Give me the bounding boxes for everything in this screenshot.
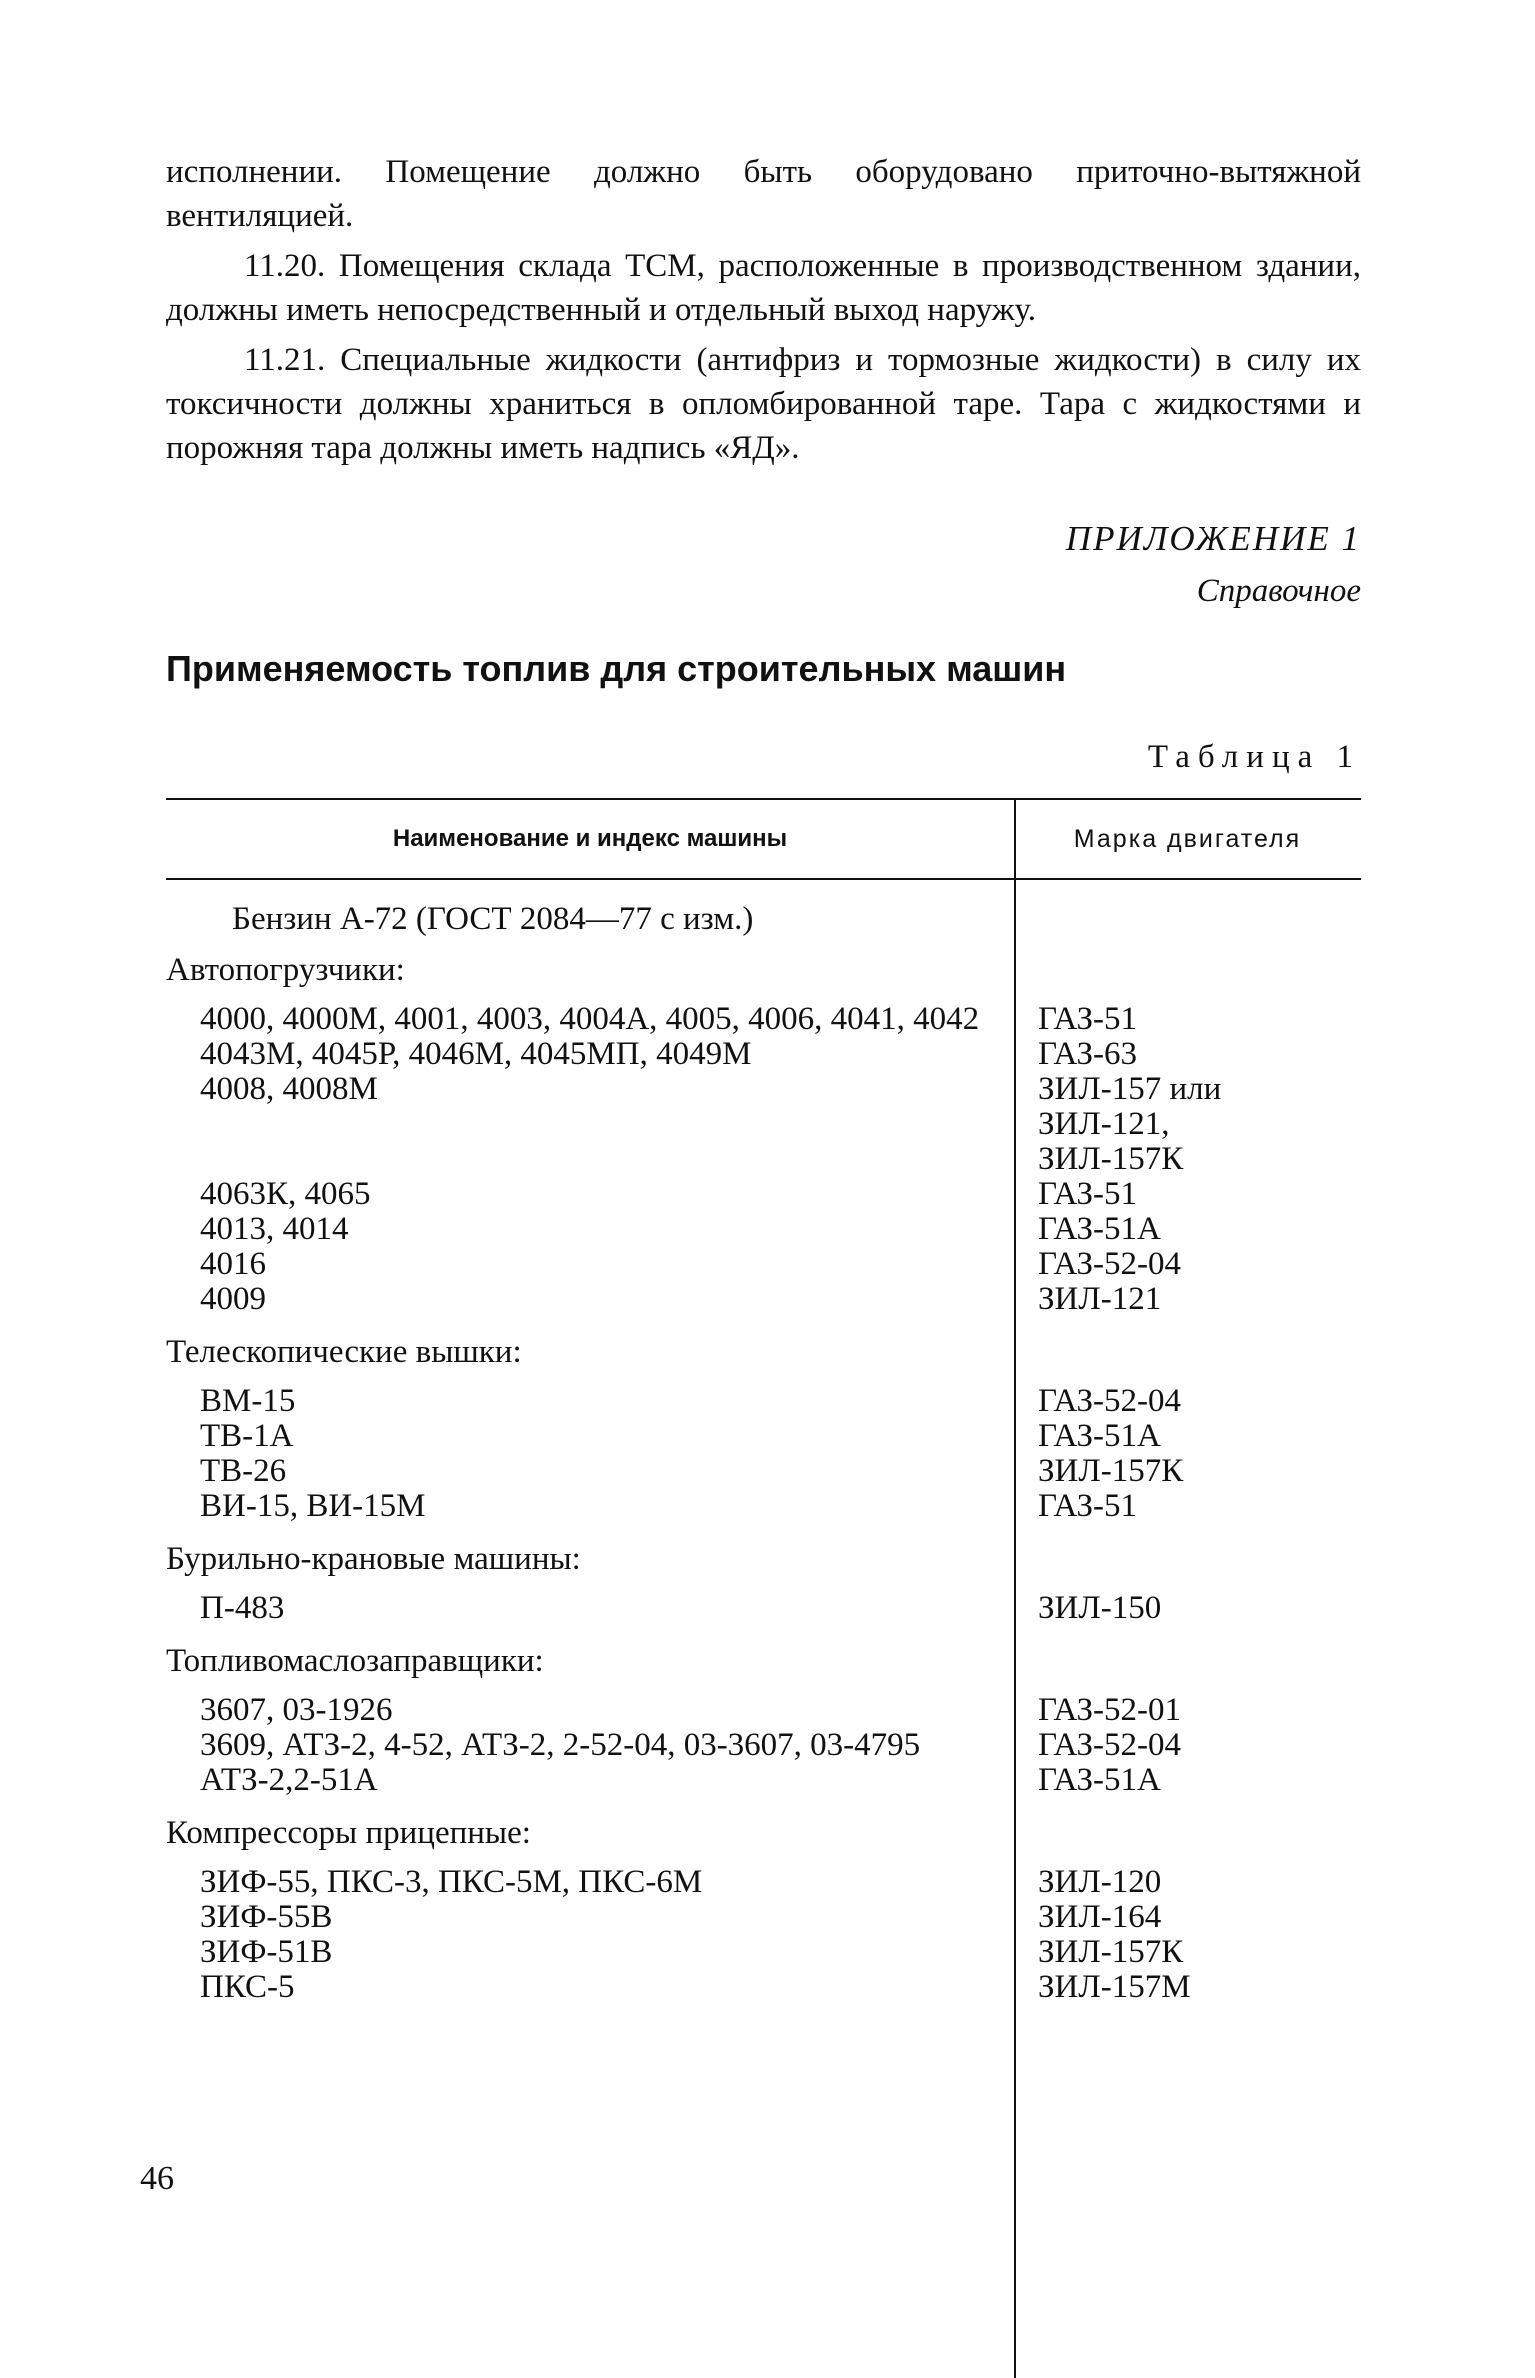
engine-cell: ГАЗ-51А [1038, 1211, 1161, 1247]
machine-cell: 4008, 4008М [200, 1071, 378, 1107]
section-title: Применяемость топлив для строительных машин [166, 648, 1067, 689]
engine-cell: ЗИЛ-157М [1038, 1969, 1191, 2005]
machine-cell: ЗИФ-55, ПКС-3, ПКС-5М, ПКС-6М [200, 1864, 703, 1900]
engine-cell: ГАЗ-51 [1038, 1001, 1138, 1037]
table-row [166, 1247, 1361, 1282]
group-name: Бурильно-крановые машины: [166, 1541, 581, 1577]
engine-cell: ГАЗ-52-04 [1038, 1383, 1182, 1419]
engine-cell: ЗИЛ-164 [1038, 1899, 1162, 1935]
table-header [166, 800, 1361, 878]
table-row [166, 1212, 1361, 1247]
machine-cell: ВМ-15 [200, 1383, 296, 1419]
engine-cell: ГАЗ-52-01 [1038, 1692, 1182, 1728]
page-content [166, 150, 1361, 2017]
table-row [166, 1900, 1361, 1935]
table-row [166, 1282, 1361, 1317]
engine-cell: ЗИЛ-157К [1038, 1453, 1184, 1489]
machine-cell: 4016 [200, 1246, 266, 1282]
machine-cell: 4009 [200, 1281, 266, 1317]
engine-cell: ГАЗ-63 [1038, 1036, 1138, 1072]
table-row [166, 1591, 1361, 1626]
table-row [166, 1970, 1361, 2005]
table-row [166, 1002, 1361, 1037]
machine-cell: ВИ-15, ВИ-15М [200, 1488, 426, 1524]
machine-cell: 4063К, 4065 [200, 1176, 371, 1212]
engine-cell: ЗИЛ-121 [1038, 1281, 1162, 1317]
paragraph-11-20: 11.20. Помещения склада ТСМ, расположенные в производственном здании, должны иметь непосредственный и отдельный выход наружу. [166, 248, 1361, 328]
group-row [166, 1536, 1361, 1583]
machine-cell: ПКС-5 [200, 1969, 295, 2005]
engine-cell: ГАЗ-51А [1038, 1418, 1161, 1454]
machine-cell: 4013, 4014 [200, 1211, 349, 1247]
table-label: Таблица 1 [1147, 739, 1361, 775]
group-name: Телескопические вышки: [166, 1334, 522, 1370]
header-engine: Марка двигателя [1073, 824, 1302, 853]
page-number: 46 [140, 2160, 174, 2197]
table-row [166, 1763, 1361, 1798]
paragraph-11-21: 11.21. Специальные жидкости (антифриз и тормозные жидкости) в силу их токсичности должны храниться в опломбированной таре. Тара с жидкостями и порожняя тара должны иметь надпись «ЯД». [166, 342, 1361, 466]
machine-cell: ТВ-1А [200, 1418, 294, 1454]
table-body [166, 880, 1361, 2017]
table-row [166, 1865, 1361, 1900]
machine-cell: 4000, 4000М, 4001, 4003, 4004А, 4005, 4006, 4041, 4042 [200, 1001, 980, 1037]
machine-cell: ЗИФ-51В [200, 1934, 333, 1970]
fuel-table [166, 798, 1361, 2017]
group-name: Автопогрузчики: [166, 952, 405, 988]
machine-cell: АТЗ-2,2-51А [200, 1762, 378, 1798]
machine-cell: 4043М, 4045Р, 4046М, 4045МП, 4049М [200, 1036, 752, 1072]
table-row [166, 1489, 1361, 1524]
machine-cell: ТВ-26 [200, 1453, 287, 1489]
table-row [166, 1037, 1361, 1072]
table-row [166, 1072, 1361, 1177]
engine-cell: ГАЗ-52-04 [1038, 1727, 1182, 1763]
table-row [166, 1693, 1361, 1728]
engine-cell: ГАЗ-51А [1038, 1762, 1161, 1798]
machine-cell: 3609, АТЗ-2, 4-52, АТЗ-2, 2-52-04, 03-3607, 03-4795 [200, 1727, 921, 1763]
appendix-heading: ПРИЛОЖЕНИЕ 1 [1065, 519, 1361, 558]
fuel-name: Бензин А-72 (ГОСТ 2084—77 с изм.) [232, 901, 754, 937]
engine-cell: ГАЗ-51 [1038, 1176, 1138, 1212]
group-row [166, 1329, 1361, 1376]
machine-cell: П-483 [200, 1590, 285, 1626]
engine-cell: ЗИЛ-157К [1038, 1934, 1184, 1970]
paragraph-continuation: исполнении. Помещение должно быть оборудовано приточно-вытяжной вентиляцией. [166, 154, 1361, 234]
engine-cell: ЗИЛ-157 или ЗИЛ-121, ЗИЛ-157К [1038, 1071, 1222, 1177]
machine-cell: 3607, 03-1926 [200, 1692, 393, 1728]
group-name: Топливомаслозаправщики: [166, 1643, 544, 1679]
table-row [166, 1935, 1361, 1970]
group-row [166, 947, 1361, 994]
header-machine: Наименование и индекс машины [392, 825, 788, 852]
fuel-row [166, 902, 1361, 947]
table-row [166, 1177, 1361, 1212]
column-divider [1014, 798, 1016, 2378]
table-row [166, 1384, 1361, 1419]
engine-cell: ЗИЛ-150 [1038, 1590, 1162, 1626]
appendix-reference-label: Справочное [1196, 573, 1361, 609]
group-row [166, 1810, 1361, 1857]
table-row [166, 1454, 1361, 1489]
table-row [166, 1419, 1361, 1454]
group-name: Компрессоры прицепные: [166, 1815, 531, 1851]
engine-cell: ГАЗ-51 [1038, 1488, 1138, 1524]
machine-cell: ЗИФ-55В [200, 1899, 333, 1935]
group-row [166, 1638, 1361, 1685]
engine-cell: ЗИЛ-120 [1038, 1864, 1162, 1900]
engine-cell: ГАЗ-52-04 [1038, 1246, 1182, 1282]
table-row [166, 1728, 1361, 1763]
